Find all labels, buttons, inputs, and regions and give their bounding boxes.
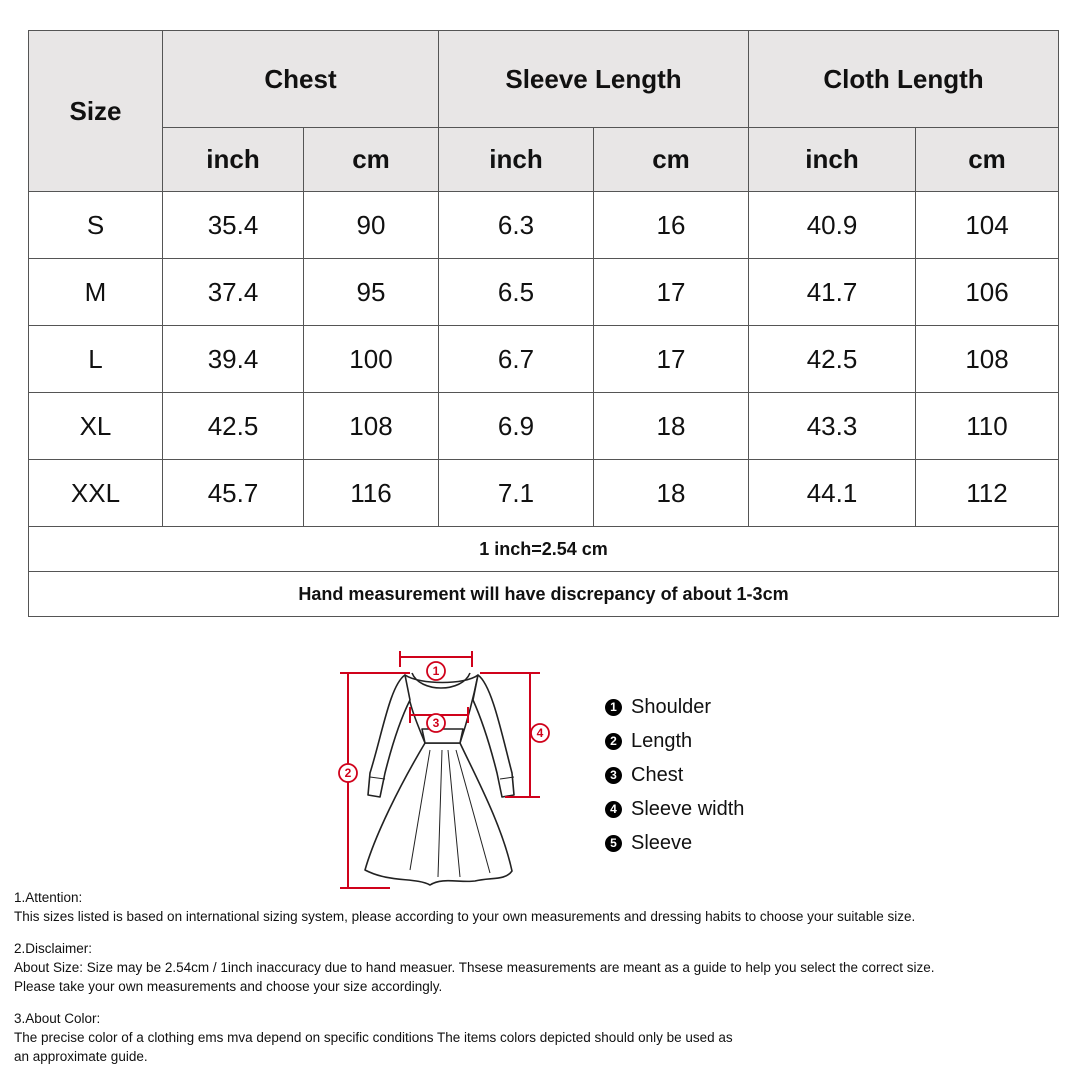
note-block (14, 888, 1076, 926)
measurement-cell: 100 (304, 326, 439, 393)
legend-item (605, 826, 744, 860)
chest-header: Chest (163, 31, 439, 128)
legend-label: Sleeve width (631, 797, 745, 820)
unit-header: inch (163, 128, 304, 192)
measurement-cell: 45.7 (163, 460, 304, 527)
legend-label: Chest (631, 763, 684, 786)
number-badge-icon: 5 (605, 835, 622, 852)
sleeve-length-header: Sleeve Length (439, 31, 749, 128)
legend-item (605, 792, 744, 826)
legend-label: Sleeve (631, 831, 693, 854)
dress-illustration (330, 645, 560, 895)
note-text: The precise color of a clothing ems mva depend on specific conditions The items colors depicted should only be used as (14, 1030, 733, 1045)
size-header: Size (29, 31, 163, 192)
legend-label: Length (631, 729, 693, 752)
size-cell: L (29, 326, 163, 393)
conversion-note: 1 inch=2.54 cm (29, 527, 1059, 572)
marker-2-label: 2 (344, 766, 352, 780)
number-badge-icon: 1 (605, 699, 622, 716)
measurement-cell: 108 (916, 326, 1059, 393)
measurement-cell: 40.9 (749, 192, 916, 259)
size-chart-table (28, 30, 1059, 617)
measurement-cell: 116 (304, 460, 439, 527)
note-block (14, 1009, 1076, 1066)
measurement-cell: 43.3 (749, 393, 916, 460)
number-badge-icon: 4 (605, 801, 622, 818)
measurement-cell: 6.7 (439, 326, 594, 393)
number-badge-icon: 2 (605, 733, 622, 750)
note-text: an approximate guide. (14, 1049, 148, 1064)
measurement-cell: 39.4 (163, 326, 304, 393)
measurement-note: Hand measurement will have discrepancy of about 1-3cm (29, 572, 1059, 617)
unit-header: cm (916, 128, 1059, 192)
measurement-cell: 16 (594, 192, 749, 259)
cloth-length-header: Cloth Length (749, 31, 1059, 128)
unit-header: cm (594, 128, 749, 192)
measurement-cell: 18 (594, 460, 749, 527)
marker-3-label: 3 (432, 716, 440, 730)
unit-header: inch (439, 128, 594, 192)
note-block (14, 939, 1076, 996)
measurement-cell: 44.1 (749, 460, 916, 527)
measurement-cell: 18 (594, 393, 749, 460)
size-cell: XL (29, 393, 163, 460)
size-cell: S (29, 192, 163, 259)
measurement-cell: 42.5 (163, 393, 304, 460)
measurement-cell: 7.1 (439, 460, 594, 527)
note-text: About Size: Size may be 2.54cm / 1inch inaccuracy due to hand measuer. Thsese measurements are meant as a guide to help you select the correct size. (14, 960, 935, 975)
measurement-cell: 6.5 (439, 259, 594, 326)
note-text: This sizes listed is based on international sizing system, please according to your own measurements and dressing habits to choose your suitable size. (14, 909, 916, 924)
measurement-cell: 90 (304, 192, 439, 259)
measurement-cell: 6.9 (439, 393, 594, 460)
note-heading: 2.Disclaimer: (14, 941, 93, 956)
measurement-cell: 42.5 (749, 326, 916, 393)
size-cell: XXL (29, 460, 163, 527)
notes-section (14, 888, 1076, 1079)
table-row (29, 393, 1059, 460)
table-row (29, 460, 1059, 527)
measurement-cell: 110 (916, 393, 1059, 460)
legend-item (605, 690, 744, 724)
measurement-cell: 17 (594, 326, 749, 393)
measurement-legend (605, 690, 744, 860)
measurement-cell: 35.4 (163, 192, 304, 259)
note-heading: 3.About Color: (14, 1011, 101, 1026)
unit-header: inch (749, 128, 916, 192)
marker-4-label: 4 (536, 726, 544, 740)
number-badge-icon: 3 (605, 767, 622, 784)
table-row (29, 326, 1059, 393)
legend-item (605, 724, 744, 758)
legend-item (605, 758, 744, 792)
size-rows (29, 192, 1059, 527)
measurement-cell: 112 (916, 460, 1059, 527)
legend-label: Shoulder (631, 695, 712, 718)
note-heading: 1.Attention: (14, 890, 83, 905)
size-cell: M (29, 259, 163, 326)
dress-measurement-diagram (330, 645, 560, 895)
measurement-cell: 106 (916, 259, 1059, 326)
table-row (29, 192, 1059, 259)
table-row (29, 259, 1059, 326)
measurement-cell: 37.4 (163, 259, 304, 326)
measurement-cell: 95 (304, 259, 439, 326)
unit-header: cm (304, 128, 439, 192)
measurement-cell: 108 (304, 393, 439, 460)
measurement-cell: 104 (916, 192, 1059, 259)
note-text: Please take your own measurements and choose your size accordingly. (14, 979, 443, 994)
measurement-cell: 6.3 (439, 192, 594, 259)
measurement-cell: 17 (594, 259, 749, 326)
measurement-cell: 41.7 (749, 259, 916, 326)
marker-1-label: 1 (432, 664, 440, 678)
